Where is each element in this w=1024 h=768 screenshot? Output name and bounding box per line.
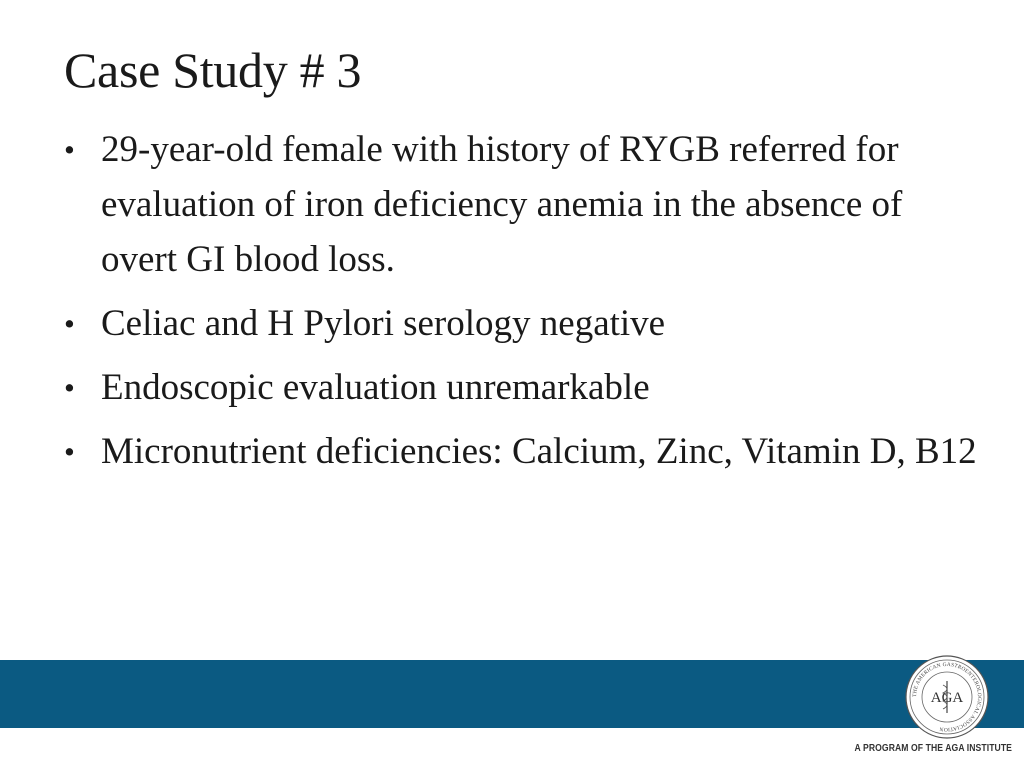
- bullet-text: Celiac and H Pylori serology negative: [101, 303, 666, 344]
- bullet-item: [64, 424, 984, 479]
- bullet-dot-icon: •: [64, 132, 75, 167]
- slide-title: Case Study # 3: [64, 42, 362, 98]
- bullet-item: [64, 122, 984, 287]
- bullet-dot-icon: •: [64, 434, 75, 469]
- logo-text: AGA: [930, 690, 964, 706]
- bullet-dot-icon: •: [64, 306, 75, 341]
- footer-tagline: A PROGRAM OF THE AGA INSTITUTE: [854, 742, 1012, 754]
- bullet-text: Micronutrient deficiencies: Calcium, Zinc, Vitamin D, B12: [101, 431, 977, 472]
- bullet-item: [64, 296, 984, 351]
- footer-band: [0, 660, 1024, 728]
- bullet-item: [64, 360, 984, 415]
- bullet-list: [64, 122, 984, 488]
- bullet-dot-icon: •: [64, 370, 75, 405]
- aga-seal-icon: [905, 655, 989, 739]
- bullet-text: Endoscopic evaluation unremarkable: [101, 367, 650, 408]
- bullet-text: 29-year-old female with history of RYGB referred for evaluation of iron deficiency anemia in the absence of overt GI blood loss.: [101, 129, 903, 280]
- logo-ring-text: THE AMERICAN GASTROENTEROLOGICAL ASSOCIATION: [911, 661, 983, 733]
